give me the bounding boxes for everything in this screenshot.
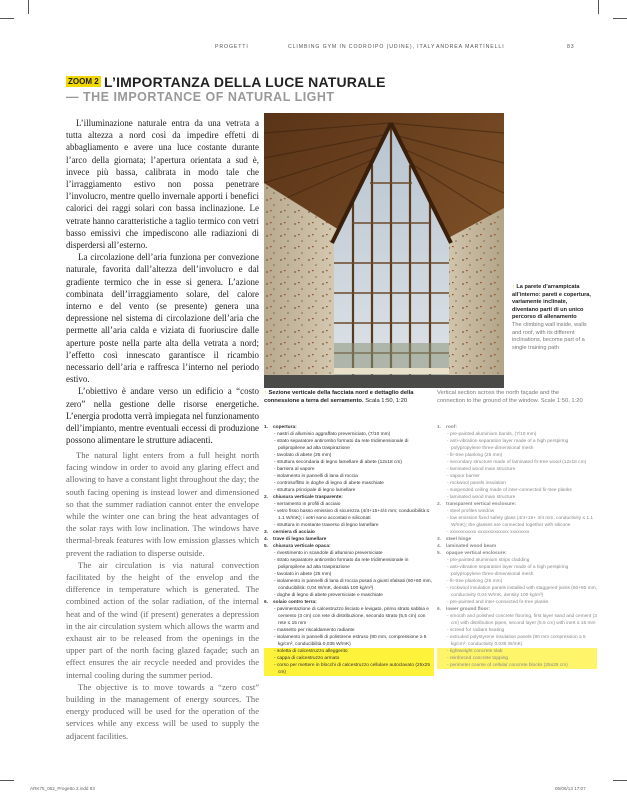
section-caption-it: ↑ Sezione verticale della facciata nord e dettaglio della connessione a terra del serramento. Scala 1:50, 1:20 — [264, 390, 414, 404]
crop-mark — [598, 0, 599, 14]
body-text-en — [66, 449, 259, 742]
list-item: - serramento in profili di acciaio — [274, 502, 341, 507]
list-item: - pre-painted aluminium bands, (7/10 mm) — [447, 432, 537, 437]
list-item: - barriera al vapore — [274, 467, 315, 472]
crop-mark — [613, 18, 627, 19]
list-item: - vapour barrier — [447, 474, 480, 479]
crop-mark — [0, 780, 14, 781]
photo-caption-en: The climbing wall inside, walls and roof, with its different inclinations, become part of a single training path — [512, 321, 587, 351]
list-item: - anti-vibration separation layer made of a high perspiring polypropylene three-dimensional mesh — [447, 439, 569, 451]
list-item: - tavolato di abete (25 mm) — [274, 453, 332, 458]
photo-caption — [512, 284, 592, 352]
page-title: L’IMPORTANZA DELLA LUCE NATURALE — [104, 74, 386, 90]
crop-mark — [28, 0, 29, 14]
list-item: - xxxxxxxxxxx xxxxxxxxxxxxx xxxxxxxx — [447, 530, 530, 535]
list-item: - struttura secondaria di legno lamellare di abete (12x18 cm) — [274, 460, 402, 465]
caption-arrow-icon: ↑ — [264, 390, 267, 396]
footer-date: 05/06/13 17:07 — [555, 786, 586, 791]
list-item: - lightweight concrete slab — [437, 648, 597, 655]
list-item: - cappa di calcestruzzo armato — [264, 655, 434, 662]
paragraph: The objective is to move towards a “zero cost” building in the management of energy sources. The energy produced will be used for the operation of the services while any excess will be used to supply the adjacent facilities. — [66, 681, 259, 741]
photo-credit: © Marco Zorzenoni — [239, 104, 244, 140]
section-caption-en: Vertical section across the north façade and the connection to the ground of the window. Scale 1:50, 1:20 — [437, 390, 583, 404]
list-item: - anti-vibration separation layer made of a high perspiring polypropylene three-dimensional mesh — [447, 565, 569, 577]
list-item: - pre-painted and inter-connected fir-tree planks — [447, 600, 549, 605]
list-item: - vetro fisso basso emissivo di sicurezza (4/4+15+4/4 mm; conducibilità ≤ 1.1 W/mK); i vetri sono accostati e siliconati — [274, 509, 430, 521]
legend-it: 1. copertura: - nastri di alluminio aggraffato preverniciato, (7/10 mm) - strato separatore antirombo formato da rete tridimensionale di polipropilene ad alta traspirazione - tavolato di abete (25 mm) - struttura secondaria di legno lamellare di abete (12x18 cm) - barriera al vapore - isolamento in pannelli di lana di roccia - controsoffitto in doghe di legno di abete maschiate - struttura principale di legno lamellare 2. chiusura verticale trasparente: - serramento in profili di acciaio - vetro fisso basso emissivo di sicurezza (4/4+15+4/4 mm; conducibilità ≤ 1.1 W/mK); i vetri sono accostati e siliconati - struttura in montante traverso di legno lamellare 3. cerniera di acciaio 4. trave di legno lamellare 5. chiusura verticale opaca: - rivestimento in scandole di alluminio preverniciate - strato separatore antirombo formato da rete tridimensionale in polipropilene ad alta traspirazione - tavolato in abete (25 mm) - isolamento in pannelli di lana di roccia posati a giunti sfalsati (60+60 mm, conducibilità: 0,04 W/mK, densità 100 kg/m³) - doghe di legno di abete preverniciate e maschiate 6. solaio contro terra: - pavimentazione di calcestruzzo lisciato e levigato, primo strato sabbia e cemento (3 cm) con rete di distribuzione, secondo strato (5,5 cm) con rete ≤ 15 mm - massetto per riscaldamento radiante - isolamento in pannelli di polistirene estruso (80 mm, compressione ≥ 5 kg/cm², conducibilità 0,035 W/mK) - soletta di calcestruzzo alleggerito - cappa di calcestruzzo armato - corso per mettere in blocchi di calcestruzzo cellulare autoclavato (25x25 cm) — [264, 425, 432, 675]
crop-mark — [613, 780, 627, 781]
zoom-tag: ZOOM 2 — [68, 77, 99, 86]
list-item: - laminated wood main structure — [447, 495, 516, 500]
list-item: - massetto per riscaldamento radiante — [274, 628, 355, 633]
photo-caption-it: La parete d’arrampicata all’interno: pareti e copertura, variamente inclinate, diventano parti di un unico percorso di allenamento — [512, 284, 591, 321]
list-item: - reinforced concrete topping — [437, 655, 597, 662]
list-item: - laminated wood main structure — [447, 467, 516, 472]
list-item: - doghe di legno di abete preverniciate e maschiate — [274, 593, 383, 598]
list-item: - strato separatore antirombo formato da rete tridimensionale in polipropilene ad alta traspirazione — [274, 558, 409, 570]
list-item: - rivestimento in scandole di alluminio preverniciate — [274, 551, 383, 556]
body-text-it — [66, 117, 259, 446]
running-head-author: ANDREA MARTINELLI — [436, 44, 505, 50]
list-item: - isolamento in pannelli di polistirene estruso (80 mm, compressione ≥ 5 kg/cm², conducibilità 0,035 W/mK) — [274, 635, 427, 647]
list-item: - low emission fixed safety glass (4/4+15+ 4/4 mm, conductivity ≤ 1.1 W/mK); the glasses are connected together with silicone — [447, 516, 594, 528]
running-head-project: CLIMBING GYM IN CODROIPO (UDINE), ITALY — [288, 44, 436, 50]
paragraph: L’illuminazione naturale entra da una vetrata a tutta altezza a nord così da impedire effetti di abbagliamento e avere una luce costante durante l’arco della giornata; l’apertura orientata a sud è, invece più bassa, calibrata in modo tale che l’irraggiamento estivo non possa penetrare l’involucro, mentre quello invernale apporti i benefici calorici dei raggi solari con bassa inclinazione. Le vetrate hanno caratteristiche a taglio termico con vetri basso emissivi che impediscono alle radiazioni di disperdersi all’esterno. — [66, 118, 259, 251]
legend-en: 1. roof: - pre-painted aluminium bands, (7/10 mm) - anti-vibration separation layer made of a high perspiring polypropylene three-dimensional mesh - fir-tree planking (25 mm) - secondary structure made of laminated fir-tree wood (12x18 cm) - laminated wood main structure - vapour barrier - rockwool panels insulation - suspended ceiling made of inter-connected fir-tree planks - laminated wood main structure 2. transparent vertical enclosure: - steel profiles window - low emission fixed safety glass (4/4+15+ 4/4 mm, conductivity ≤ 1.1 W/mK); the glasses are connected together with silicone - xxxxxxxxxxx xxxxxxxxxxxxx xxxxxxxx 3. steel hinge 4. laminated wood beam 5. opaque vertical enclosure: - pre-painted aluminium strips cladding - anti-vibration separation layer made of a high perspiring polypropylene three-dimensional mesh - fir-tree planking (25 mm) - rockwool insulation panels installed with staggered joints (60+60 mm, conductivity 0,04 W/mK, density 100 kg/m³) - pre-painted and inter-connected fir-tree planks 6. lower ground floor: - smooth and polished concrete flooring, first layer sand and cement (3 cm) with distribution pipes, second layer (5.5 cm) with inert ≤ 15 mm - screed for radiant heating - extruded polystyrene insulation panels (80 mm compression ≥ 5 kg/cm², conductivity 0,035 W/mK) - lightweight concrete slab - reinforced concrete topping - perimeter course of cellular concrete blocks (25x25 cm) — [437, 425, 597, 668]
list-item: - struttura in montante traverso di legno lamellare — [274, 523, 379, 528]
list-item: - smooth and polished concrete flooring, first layer sand and cement (3 cm) with distribution pipes, second layer (5.5 cm) with inert ≤ 15 mm — [447, 614, 597, 626]
list-item: - steel profiles window — [447, 509, 495, 514]
climbing-wall-photo — [264, 113, 504, 388]
list-item: - suspended ceiling made of inter-connected fir-tree planks — [447, 488, 572, 493]
paragraph: The air circulation is via natural convection facilitated by the height of the envelop and the difference in temperature which is generated. The combined action of the solar radiation, of the internal heat and of the wind (if present) generates a depression in the air circulation system which allows the warm and exhaust air to be released from the openings in the upper part of the north facing glazed façade; such an effect ensures the air recycle needed and provides the internal cooling during the summer period. — [66, 559, 259, 680]
paragraph: La circolazione dell’aria funziona per convezione naturale, favorita dall’altezza dell’involucro e dal gradiente termico che in esse si genera. L’azione combinata dell’irraggiamento solare, del calore interno e del vento (se presente) genera una depressione nel sistema di circolazione dell’aria che permette all’aria calda e viziata di fuoriuscire dalle aperture poste nella parte alta della vetrata a nord; l’effetto così innescato garantisce il ricambio necessario dell’aria e raffresca l’interno nel periodo estivo. — [66, 252, 259, 385]
list-item: - extruded polystyrene insulation panels (80 mm compression ≥ 5 kg/cm², conductivity 0,035 W/mK) — [447, 635, 586, 647]
list-item: - tavolato in abete (25 mm) — [274, 572, 332, 577]
caption-arrow-icon: ↑ — [512, 284, 515, 290]
paragraph: The natural light enters from a full height north facing window in order to avoid any glaring effect and allowing to have a constant light throughout the day; the south facing opening is instead lower and dimensioned so that the summer radiation cannot enter the envelope while the winter one can bring the heat advantages of the solar rays with low inclination. The windows have thermal-break features with low emission glasses which prevent the radiation to disperse outside. — [66, 450, 259, 558]
list-item: - soletta di calcestruzzo alleggerito — [264, 648, 434, 655]
list-item: - rockwool panels insulation — [447, 481, 506, 486]
list-item: - fir-tree planking (25 mm) — [447, 453, 503, 458]
list-item: - pavimentazione di calcestruzzo lisciato e levigato, primo strato sabbia e cemento (3 cm) con rete di distribuzione, secondo strato (5,5 cm) con rete ≤ 15 mm — [274, 607, 429, 626]
paragraph: L’obiettivo è andare verso un edificio a “costo zero” nella gestione delle risorse energetiche. L’energia prodotta verrà impiegata nel funzionamento dell’impianto, mentre eventuali eccessi di produzione possono alimentare le strutture adiacenti. — [66, 386, 259, 446]
list-item: - isolamento in pannelli di lana di roccia — [274, 474, 358, 479]
running-head-section: PROGETTI — [215, 44, 249, 50]
list-item: - strato separatore antirombo formato da rete tridimensionale di polipropilene ad alta traspirazione — [274, 439, 409, 451]
crop-mark — [0, 18, 14, 19]
list-item: - fir-tree planking (25 mm) — [447, 579, 503, 584]
list-item: - corso per mettere in blocchi di calcestruzzo cellulare autoclavato (25x25 cm) — [264, 662, 434, 676]
list-item: - secondary structure made of laminated fir-tree wood (12x18 cm) — [447, 460, 587, 465]
list-item: - screed for radiant heating — [447, 628, 505, 633]
footer-file: ARK75_062_Progetto 2.indd 83 — [30, 786, 95, 791]
list-item: - perimeter course of cellular concrete blocks (25x25 cm) — [437, 662, 597, 669]
list-item: - controsoffitto in doghe di legno di abete maschiate — [274, 481, 384, 486]
list-item: - struttura principale di legno lamellare — [274, 488, 356, 493]
list-item: - pre-painted aluminium strips cladding — [447, 558, 530, 563]
list-item: - nastri di alluminio aggraffato preverniciato, (7/10 mm) — [274, 432, 391, 437]
page-number: 83 — [567, 44, 575, 50]
list-item: - isolamento in pannelli di lana di roccia posati a giunti sfalsati (60+60 mm, conducibilità: 0,04 W/mK, densità 100 kg/m³) — [274, 579, 432, 591]
page-title-en: — THE IMPORTANCE OF NATURAL LIGHT — [66, 90, 335, 104]
list-item: - rockwool insulation panels installed with staggered joints (60+60 mm, conductivity 0,04 W/mK, density 100 kg/m³) — [447, 586, 597, 598]
